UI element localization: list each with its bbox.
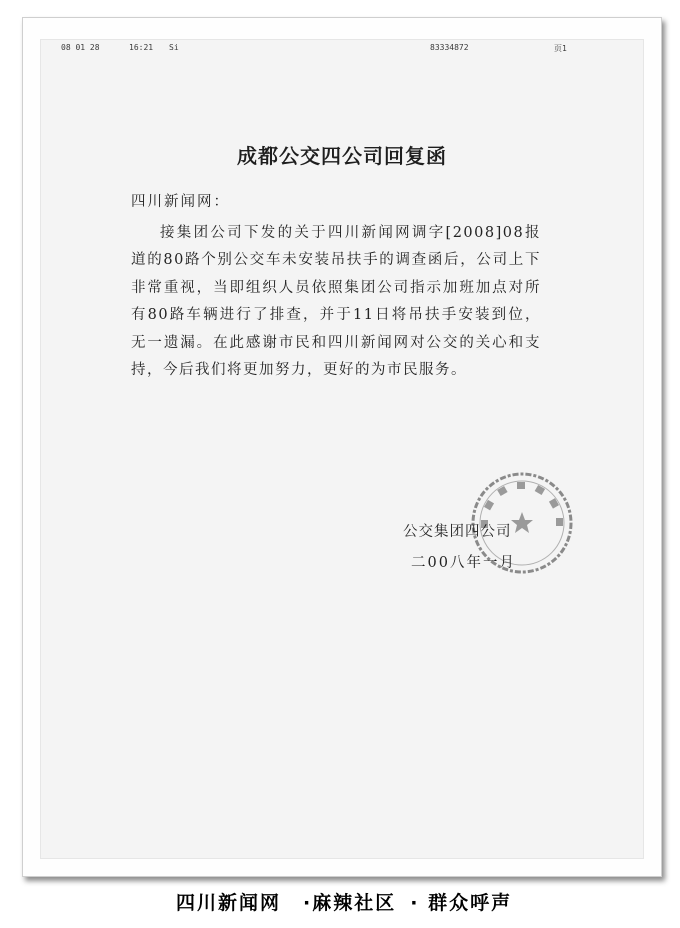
salutation: 四川新闻网： [131, 194, 230, 210]
photo-frame [22, 17, 662, 877]
letter-body: 接集团公司下发的关于四川新闻网调字[2008]08报道的80路个别公交车未安装吊扶手的调查函后，公司上下非常重视，当即组织人员依照集团公司指示加班加点对所有80路车辆进行了排查，并于11日将吊扶手安装到位，无一遗漏。在此感谢市民和四川新闻网对公交的关心和支持，今后我们将更加努力，更好的为市民服务。 [131, 225, 541, 379]
source-caption [176, 888, 512, 915]
signature-organization: 公交集团四公司 [403, 524, 512, 540]
signature-date: 二00八年一月 [411, 555, 516, 571]
fax-date: 08 01 28 [61, 43, 100, 52]
caption-site: 四川新闻网 [176, 892, 282, 914]
fax-document [40, 39, 644, 859]
fax-flag: Si [169, 43, 179, 52]
fax-time: 16:21 [129, 43, 154, 52]
caption-community: ·麻辣社区 [303, 892, 397, 914]
fax-header [41, 43, 643, 57]
fax-number: 83334872 [430, 43, 469, 52]
document-title: 成都公交四公司回复函 [237, 144, 447, 168]
fax-page: 页1 [554, 44, 567, 53]
caption-section: · 群众呼声 [410, 892, 513, 914]
